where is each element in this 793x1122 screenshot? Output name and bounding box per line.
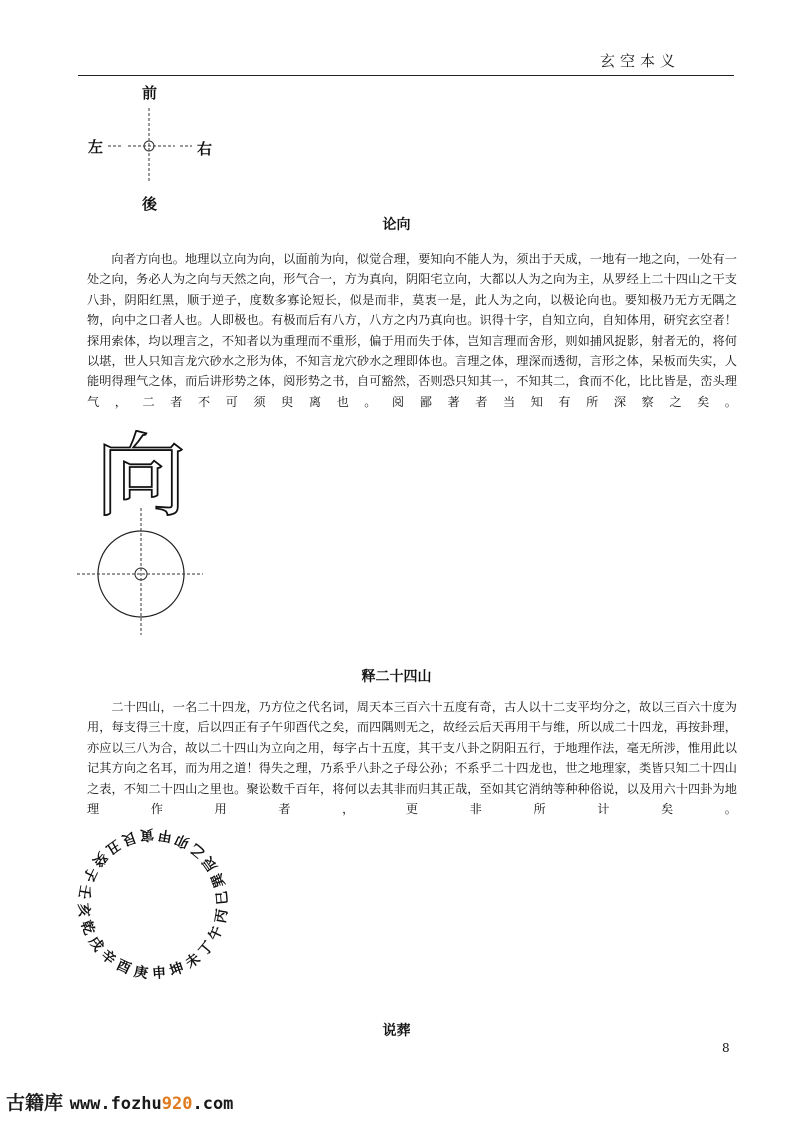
compass-left-label: 左: [88, 138, 104, 156]
ring-char: 卯: [172, 830, 193, 851]
footer-domain-suffix: .com: [192, 1094, 234, 1114]
ring-char: 甲: [156, 826, 174, 845]
footer-domain-prefix: www.fozhu: [69, 1094, 162, 1114]
ring-char: 寅: [139, 825, 155, 843]
ring-char: 庚: [132, 963, 150, 982]
ring-char: 未: [182, 950, 204, 972]
ring-char: 辰: [199, 853, 221, 875]
ring-char: 坤: [167, 959, 187, 980]
section-title-lun-xiang: 论向: [382, 217, 411, 233]
ring-char: 乾: [77, 918, 98, 938]
ring-char: 艮: [119, 828, 139, 849]
ring-chars-group: [75, 826, 232, 983]
footer-watermark: [6, 1088, 233, 1115]
compass-back-label: 後: [142, 195, 158, 213]
ring-char: 丁: [195, 938, 218, 960]
twenty-four-mountains-ring: [68, 818, 238, 988]
xiang-diagram: [75, 430, 215, 640]
ring-char: 丙: [212, 907, 231, 925]
xiang-glyph: 向: [94, 430, 188, 530]
ring-char: 辛: [97, 946, 119, 969]
section-title-shuo-zang: 说葬: [382, 1023, 411, 1039]
compass-right-label: 右: [197, 140, 213, 158]
paragraph-shi-24: 二十四山，一名二十四龙，乃方位之代名词，周天本三百六十五度有奇，古人以十二支平均分之，故以三百六十度为用，每支得三十度，后以四正有子午卯酉代之矣，而四隅则无之，故经云后天再用干与维，所以成二十四龙，再按卦理，亦应以三八为合，故以二十四山为立向之用，每字占十五度，其干支八卦之阴阳五行，于地理作法，毫无所涉，惟用此以记其方向之名耳，而为用之道！得失之理，乃系乎八卦之子母公孙；不系乎二十四龙也，世之地理家，类皆只知二十四山之表，不知二十四山之里也。聚讼数千百年，将何以去其非而归其正哉，至如其它消纳等种种俗说，以及用六十四卦为地理作用者，更非所计矣。: [87, 700, 737, 817]
ring-char: 壬: [75, 883, 94, 901]
section-title-shi-24: 释二十四山: [361, 669, 432, 685]
running-header-title: 玄空本义: [600, 52, 681, 70]
footer-domain-num: 920: [161, 1094, 193, 1114]
ring-char: 乙: [187, 839, 209, 862]
ring-char: 申: [151, 965, 167, 983]
paragraph-lun-xiang: 向者方向也。地理以立向为向，以面前为向，似觉合理，要知向不能人为，须出于天成，一地有一地之向，一处有一处之向，务必人为之向与天然之向，形气合一，方为真向，阴阳宅立向，大都以人为之向为主，从罗经上二十四山之干支八卦，阴阳红黑，顺于逆子，度数多寡论短长，似是而非，莫衷一是，此人为之向，以极论向也。要知极乃无方无隅之物，向中之口者人也。人即极也。有极而后有八方，八方之内乃真向也。识得十字，自知立向，自知体用，研究玄空者！探用索体，均以理言之，不知者以为重理而不重形，偏于用而失于体，岂知言理而舍形，则如捕风捉影，射者无的，将何以堪，世人只知言龙穴砂水之形为体，不知言龙穴砂水之理即体也。言理之体，理深而透彻，言形之体，呆板而失实，人能明得理气之体，而后讲形势之体，阅形势之书，自可豁然，否则恐只知其一，不知其二，食而不化，比比皆是，峦头理气，二者不可须臾离也。阅鄙著者当知有所深察之矣。: [87, 252, 737, 409]
ring-char: 巽: [208, 870, 229, 890]
ring-char: 亥: [74, 902, 92, 918]
compass-front-label: 前: [142, 84, 158, 102]
ring-char: 癸: [88, 848, 111, 870]
page-number: 8: [722, 1041, 730, 1055]
ring-char: 午: [206, 923, 227, 944]
ring-char: 巳: [214, 890, 232, 906]
ring-char: 戌: [85, 933, 107, 955]
ring-char: 丑: [102, 836, 124, 858]
header-rule: [78, 75, 734, 76]
ring-char: 酉: [113, 957, 134, 978]
footer-brand: 古籍库: [6, 1092, 70, 1114]
ring-char: 子: [79, 864, 100, 885]
